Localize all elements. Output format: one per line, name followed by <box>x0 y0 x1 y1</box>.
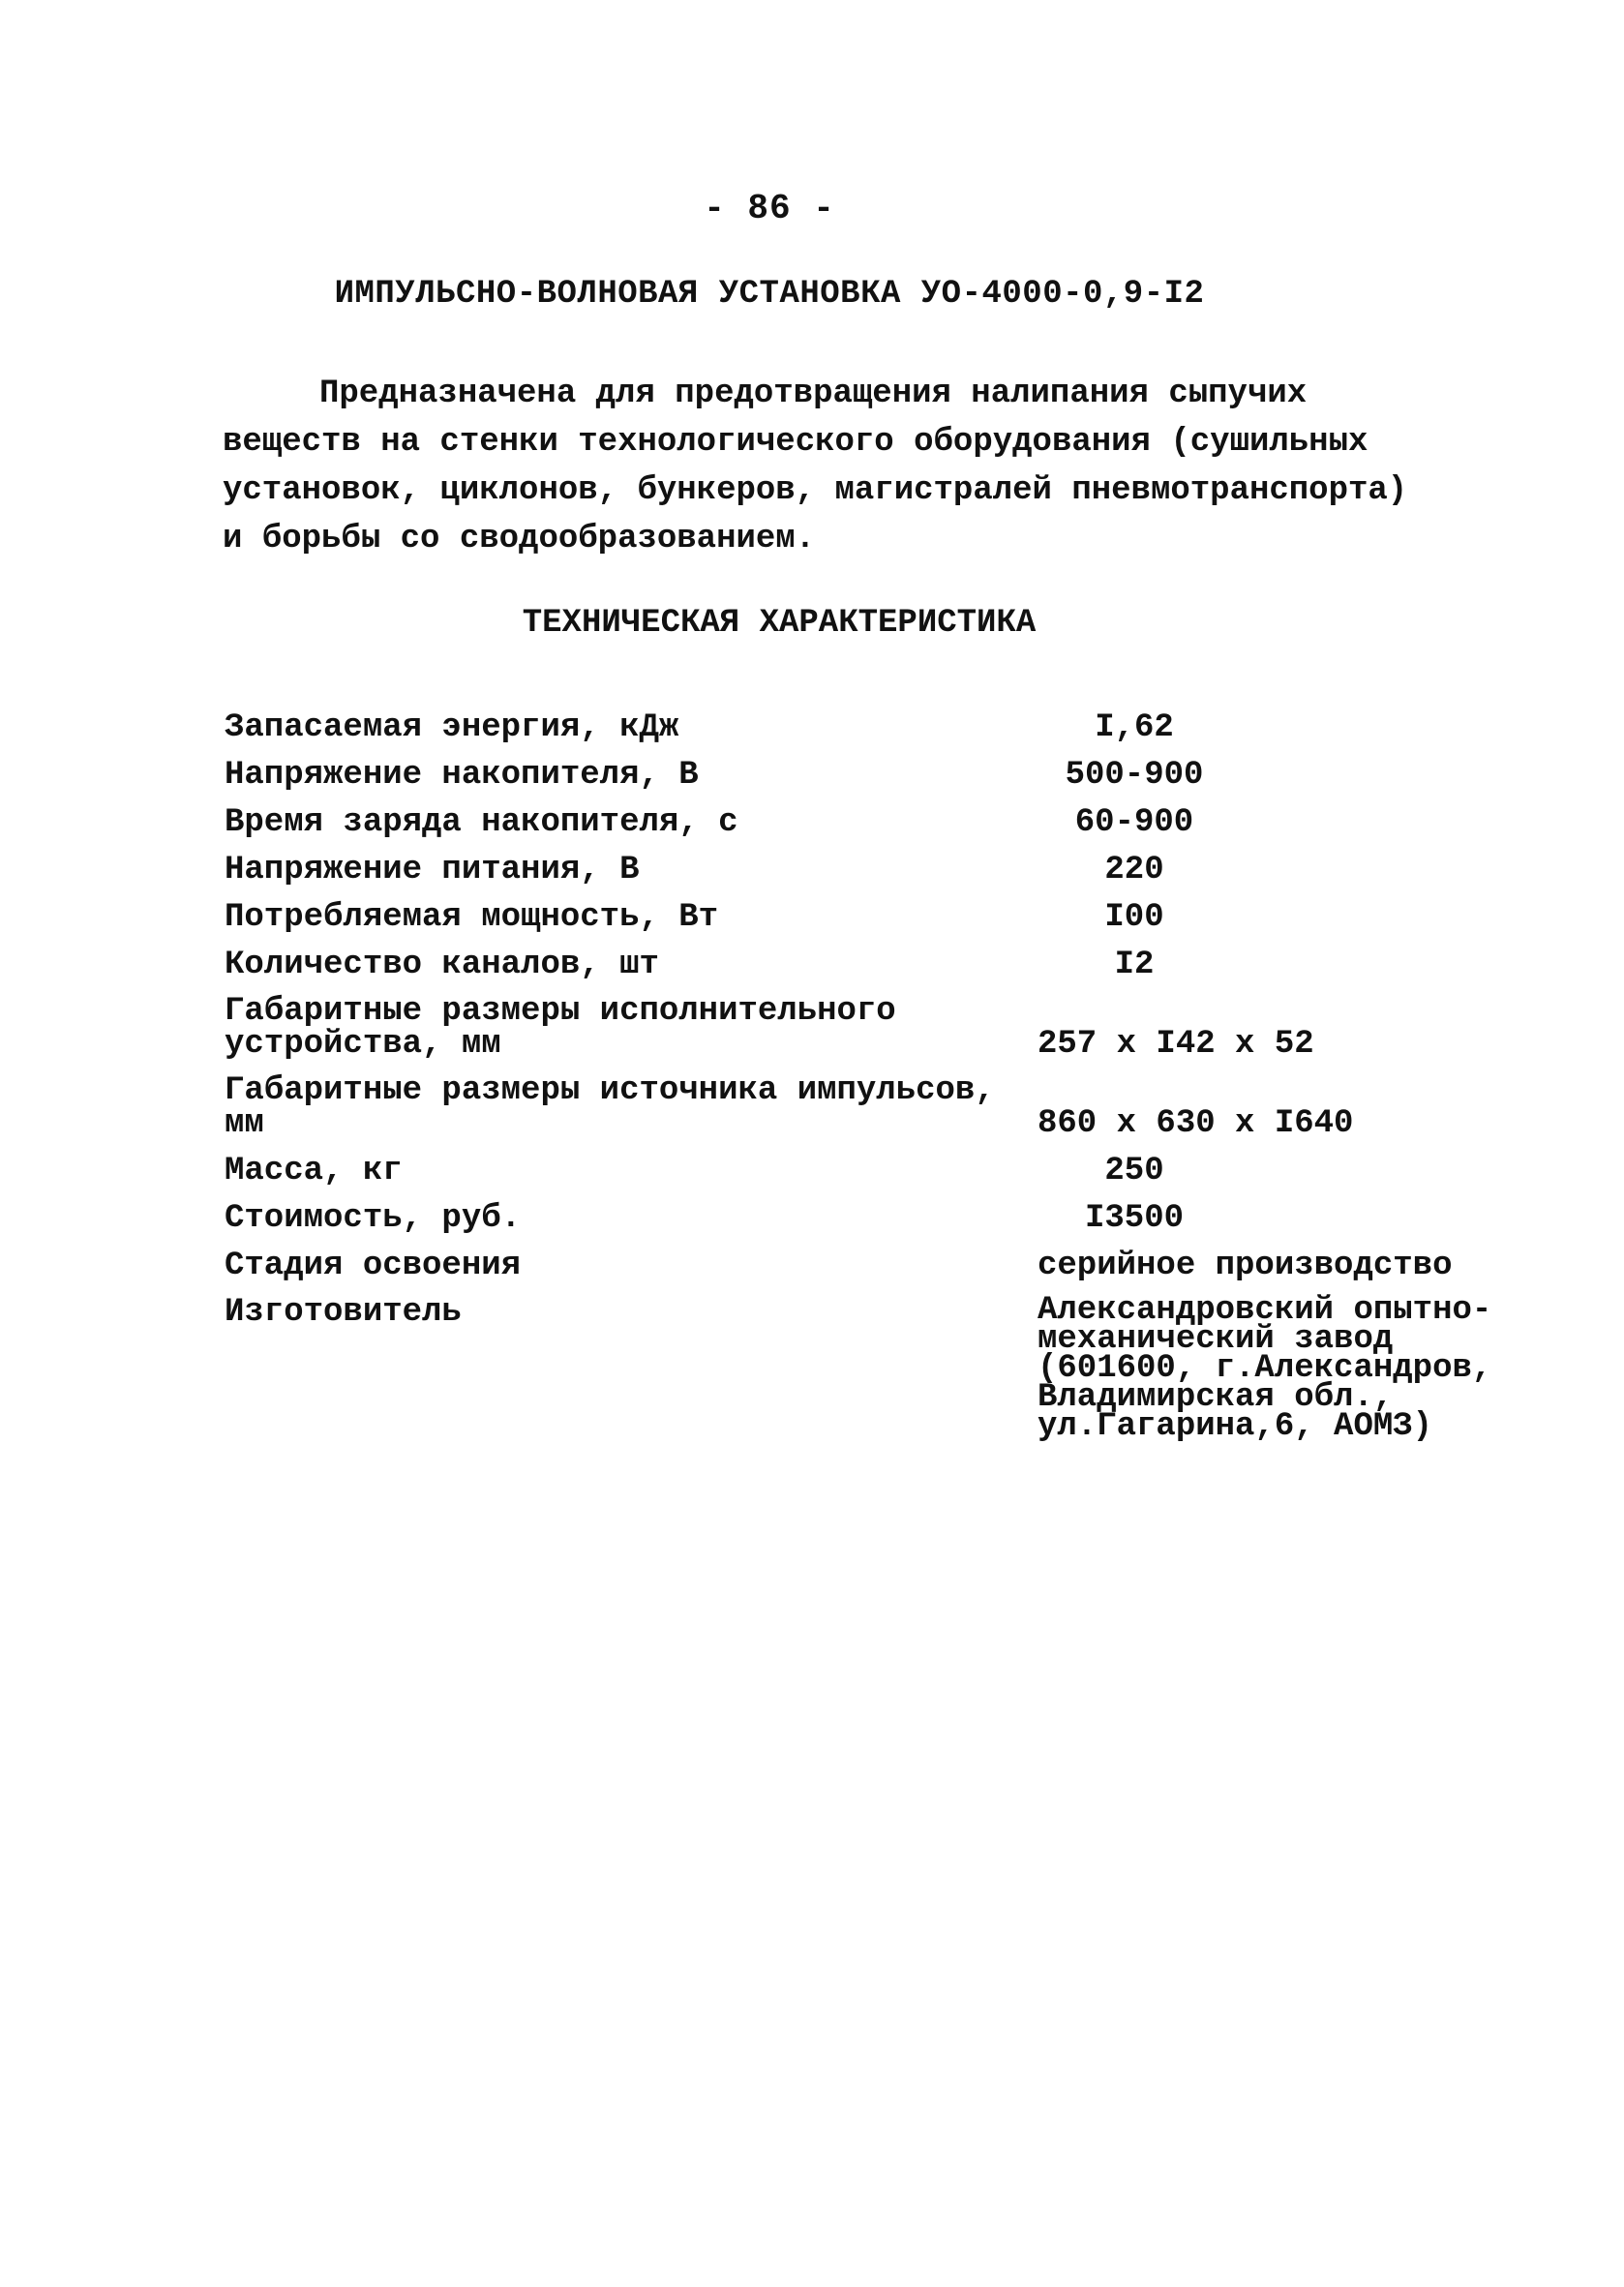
spec-value <box>1038 887 1512 934</box>
spec-row <box>225 887 1512 934</box>
spec-row <box>225 697 1512 744</box>
spec-value-text: 60-900 <box>1074 804 1194 841</box>
spec-row <box>225 1282 1512 1441</box>
spec-row <box>225 1061 1512 1140</box>
spec-value <box>1038 697 1512 744</box>
document-title: ИМПУЛЬСНО-ВОЛНОВАЯ УСТАНОВКА УО-4000-0,9-I2 <box>334 276 1205 313</box>
spec-table <box>225 697 1512 1445</box>
spec-value-text: I,62 <box>1095 709 1174 746</box>
spec-value: 257 х I42 х 52 <box>1038 1026 1314 1063</box>
page-number: - 86 - <box>704 189 835 228</box>
spec-value <box>1038 792 1512 839</box>
spec-row <box>225 839 1512 887</box>
spec-row <box>225 1235 1512 1282</box>
spec-label: Напряжение накопителя, В <box>225 757 699 794</box>
spec-label: Масса, кг <box>225 1153 403 1189</box>
spec-label: Напряжение питания, В <box>225 852 640 888</box>
spec-label: Габаритные размеры исполнительного устройства, мм <box>225 993 896 1063</box>
manufacturer-text: Александровский опытно-механический завод (601600, г.Александров, Владимирская обл., ул.Гагарина,6, АОМЗ) <box>1038 1292 1492 1445</box>
spec-value-text: I3500 <box>1084 1200 1185 1237</box>
spec-value <box>1038 1188 1512 1235</box>
spec-row <box>225 934 1512 981</box>
intro-paragraph: Предназначена для предотвращения налипания сыпучих веществ на стенки технологического оборудования (сушильных установок, циклонов, бункеров, магистралей пневмотранспорта) и борьбы со сводообразованием. <box>223 376 1408 557</box>
spec-label: Время заряда накопителя, с <box>225 804 738 841</box>
spec-label: Стадия освоения <box>225 1248 522 1284</box>
spec-value-text: 250 <box>1104 1153 1164 1189</box>
spec-value <box>1038 1282 1512 1445</box>
spec-row <box>225 792 1512 839</box>
spec-label: Стоимость, руб. <box>225 1200 522 1237</box>
spec-value <box>1038 839 1512 887</box>
spec-value: 860 х 630 х I640 <box>1038 1105 1354 1142</box>
spec-label: Изготовитель <box>225 1294 462 1331</box>
section-title: ТЕХНИЧЕСКАЯ ХАРАКТЕРИСТИКА <box>522 605 1037 642</box>
spec-value: серийное производство <box>1038 1248 1453 1284</box>
spec-value-text: 500-900 <box>1065 757 1204 794</box>
spec-label: Потребляемая мощность, Вт <box>225 899 719 936</box>
spec-value <box>1038 1140 1512 1188</box>
spec-value <box>1038 934 1512 981</box>
spec-row <box>225 1188 1512 1235</box>
spec-value-text: 220 <box>1104 852 1164 888</box>
spec-value-text: I00 <box>1104 899 1164 936</box>
spec-label: Количество каналов, шт <box>225 947 659 983</box>
spec-value <box>1038 744 1512 792</box>
spec-label: Запасаемая энергия, кДж <box>225 709 679 746</box>
spec-row <box>225 981 1512 1061</box>
spec-row <box>225 744 1512 792</box>
spec-row <box>225 1140 1512 1188</box>
spec-value-text: I2 <box>1114 947 1155 983</box>
spec-label: Габаритные размеры источника импульсов, мм <box>225 1072 995 1142</box>
